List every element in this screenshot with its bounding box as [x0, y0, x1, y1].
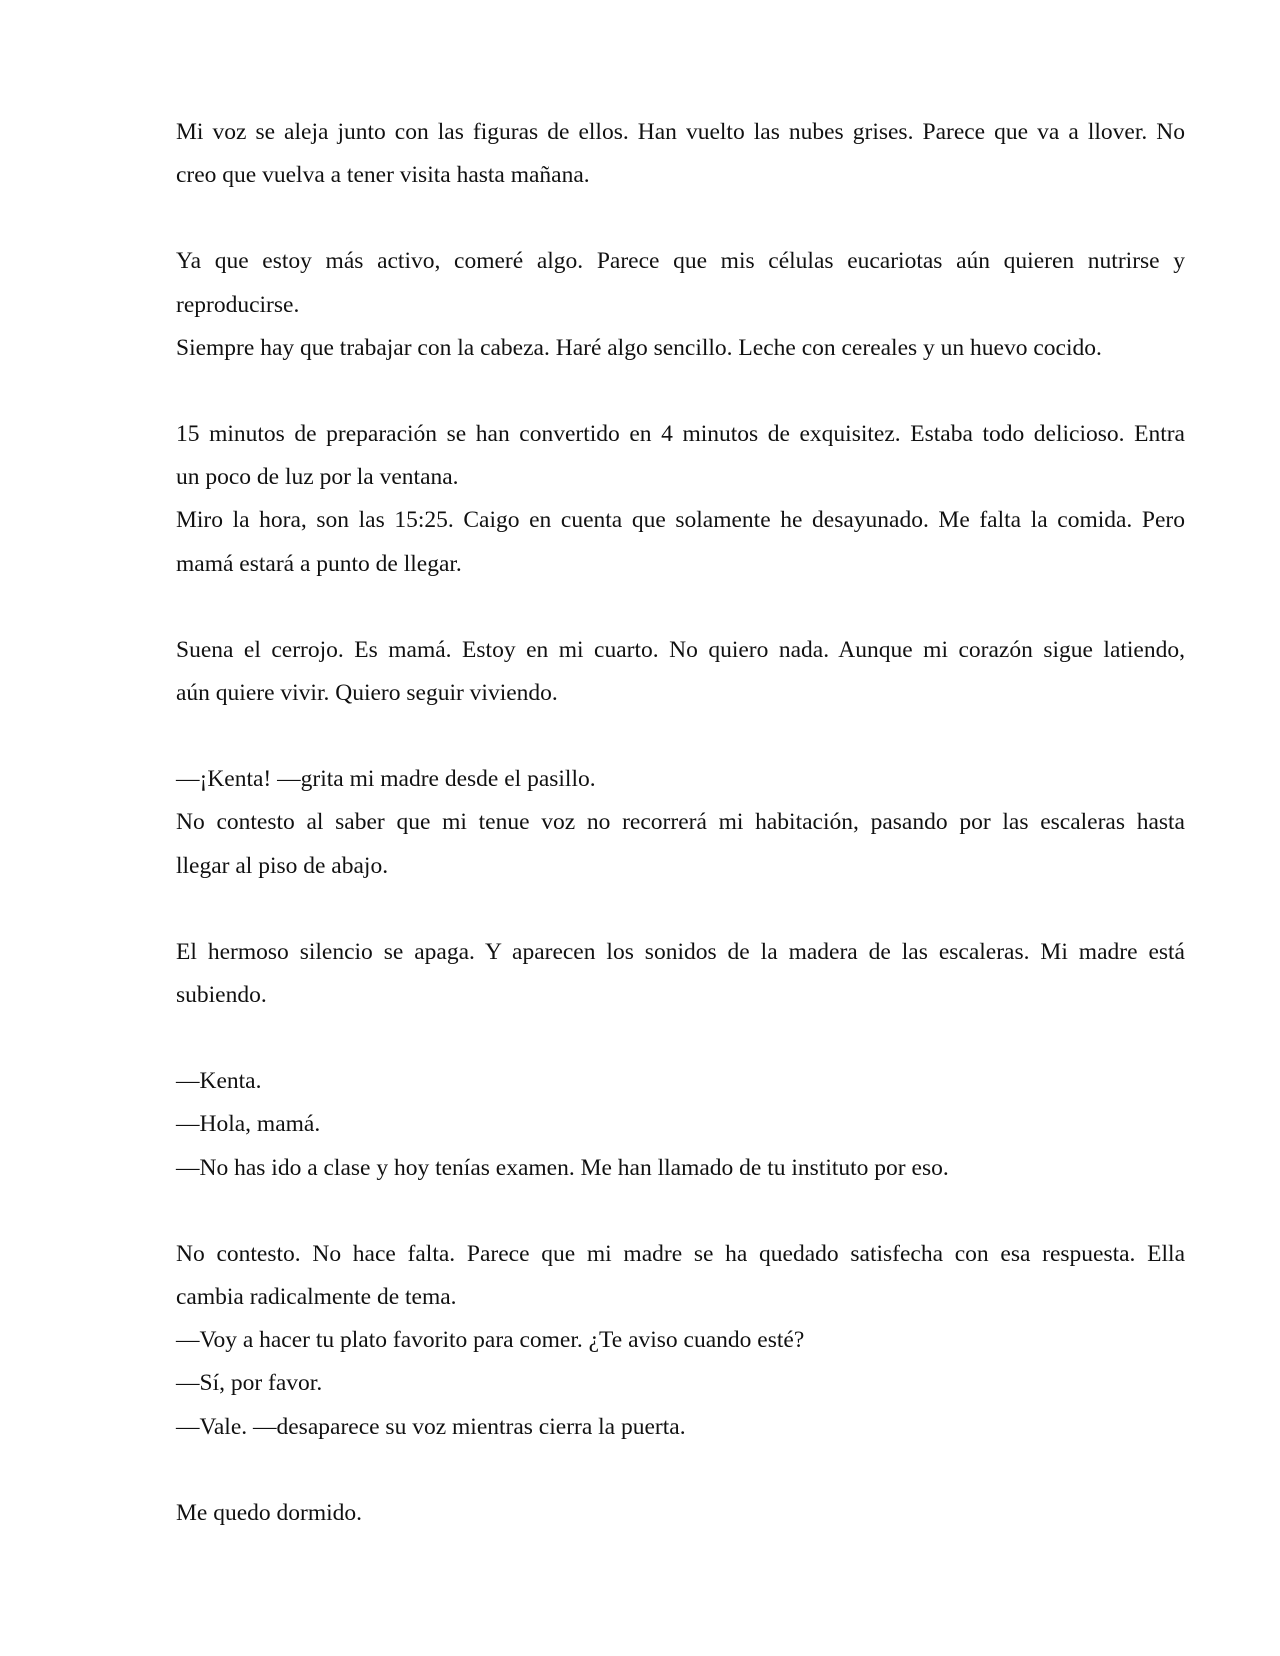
- paragraph-9: [176, 1492, 1185, 1535]
- text-line: subiendo.: [176, 982, 267, 1009]
- paragraph-2: [176, 240, 1185, 370]
- text-line: cambia radicalmente de tema.: [176, 1284, 457, 1311]
- text-line: Ya que estoy más activo, comeré algo. Parece que mis células eucariotas aún quieren nutrirse y: [176, 248, 1185, 275]
- dialogue-line: —Kenta.: [176, 1068, 262, 1095]
- text-line: Suena el cerrojo. Es mamá. Estoy en mi cuarto. No quiero nada. Aunque mi corazón sigue latiendo,: [176, 636, 1185, 663]
- dialogue-line: —Sí, por favor.: [176, 1370, 323, 1397]
- text-line: mamá estará a punto de llegar.: [176, 550, 462, 577]
- paragraph-7: [176, 1060, 1185, 1190]
- paragraph-5: [176, 758, 1185, 888]
- text-line: un poco de luz por la ventana.: [176, 464, 459, 491]
- text-line: Siempre hay que trabajar con la cabeza. Haré algo sencillo. Leche con cereales y un huevo cocido.: [176, 334, 1102, 361]
- text-line: El hermoso silencio se apaga. Y aparecen los sonidos de la madera de las escaleras. Mi madre está: [176, 938, 1185, 965]
- text-line: 15 minutos de preparación se han convertido en 4 minutos de exquisitez. Estaba todo delicioso. Entra: [176, 421, 1185, 448]
- text-line: No contesto al saber que mi tenue voz no recorrerá mi habitación, pasando por las escaleras hasta: [176, 809, 1185, 836]
- dialogue-line: —Hola, mamá.: [176, 1111, 321, 1138]
- text-line: llegar al piso de abajo.: [176, 852, 389, 879]
- text-line: No contesto. No hace falta. Parece que mi madre se ha quedado satisfecha con esa respuesta. Ella: [176, 1240, 1185, 1267]
- paragraph-3: [176, 413, 1185, 586]
- text-line: aún quiere vivir. Quiero seguir viviendo.: [176, 680, 558, 707]
- paragraph-6: [176, 931, 1185, 1017]
- text-line: Mi voz se aleja junto con las figuras de ellos. Han vuelto las nubes grises. Parece que va a llover. No: [176, 119, 1185, 145]
- dialogue-line: —Voy a hacer tu plato favorito para comer. ¿Te aviso cuando esté?: [176, 1327, 805, 1354]
- text-line: Me quedo dormido.: [176, 1499, 363, 1526]
- text-line: Miro la hora, son las 15:25. Caigo en cuenta que solamente he desayunado. Me falta la comida. Pero: [176, 507, 1185, 534]
- dialogue-line: —¡Kenta! —grita mi madre desde el pasillo.: [176, 766, 596, 793]
- paragraph-8: [176, 1233, 1185, 1449]
- dialogue-line: —No has ido a clase y hoy tenías examen. Me han llamado de tu instituto por eso.: [176, 1154, 949, 1181]
- text-line: reproducirse.: [176, 291, 300, 318]
- paragraph-4: [176, 629, 1185, 715]
- paragraph-1: [176, 111, 1185, 197]
- dialogue-line: —Vale. —desaparece su voz mientras cierra la puerta.: [176, 1413, 686, 1440]
- text-line: creo que vuelva a tener visita hasta mañana.: [176, 162, 590, 189]
